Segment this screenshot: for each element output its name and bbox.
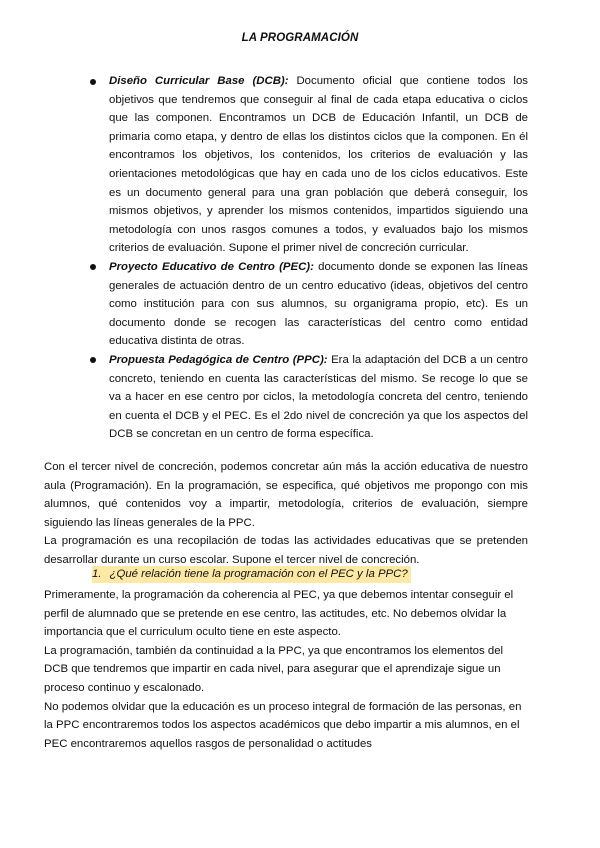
bullet-text [109,351,528,444]
bullet-description: Era la adaptación del DCB a un centro concreto, teniendo en cuenta las características del mismo. Se recoge lo que se va a hacer en ese centro por ciclos, la metodología concreta del centro, teniendo en cuenta el DCB y el PEC. Es el 2do nivel de concreción ya que los aspectos del DCB se concretan en un centro de forma específica. [109,353,528,441]
bullet-list [92,72,528,444]
answer-block [44,586,528,753]
bullet-description: Documento oficial que contiene todos los objetivos que tendremos que conseguir al final de cada etapa educativa o ciclos que las componen. Encontramos un DCB de Educación Infantil, un DCB de primaria como etapa, y dentro de ellas los distintos ciclos que la componen. En él encontramos los objetivos, los contenidos, los criterios de evaluación y las orientaciones metodológicas que hay en cada uno de los ciclos educativos. Este es un documento general para una gran población que deberá conseguir, los mismos objetivos, y aprender los mismos contenidos, impartidos siguiendo una metodología con unos rasgos comunes a todos, y evaluados bajo los mismos criterios de evaluación. Supone el primer nivel de concreción curricular. [109,75,528,255]
bullet-description: documento donde se exponen las líneas generales de actuación dentro de un centro educativo (ideas, objetivos del centro como institución para con sus alumnos, su organigrama propio, etc). Es un documento donde se recogen las características del centro como entidad educativa distinta de otras. [109,260,528,348]
bullet-dot-icon [90,264,96,270]
question-number: 1. [92,568,102,580]
bullet-dot-icon [90,79,96,85]
paragraph: La programación es una recopilación de todas las actividades educativas que se pretenden desarrollar durante un curso escolar. Supone el tercer nivel de concreción. [44,535,528,566]
bullet-term: Proyecto Educativo de Centro (PEC): [109,260,314,273]
highlighted-question [92,566,411,583]
bullet-text [109,258,528,351]
bullet-item-ppc [92,351,528,444]
bullet-item-dcb [92,72,528,258]
paragraphs-after-bullets [44,458,528,570]
bullet-term: Propuesta Pedagógica de Centro (PPC): [109,353,328,366]
bullet-dot-icon [90,357,96,363]
bullet-text [109,72,528,258]
paragraph: No podemos olvidar que la educación es un proceso integral de formación de las personas, en la PPC encontraremos todos los aspectos académicos que debo impartir a mis alumnos, en el PEC encontraremos aquellos rasgos de personalidad o actitudes [44,700,522,750]
page-title: LA PROGRAMACIÓN [241,32,359,44]
bullet-term: Diseño Curricular Base (DCB): [109,75,289,87]
question-text: ¿Qué relación tiene la programación con el PEC y la PPC? [109,568,408,580]
paragraph: Primeramente, la programación da coherencia al PEC, ya que debemos intentar conseguir el perfil de alumnado que se pretende en ese centro, las actitudes, etc. No debemos olvidar la importancia que el curriculum oculto tiene en este aspecto. [44,589,514,639]
bullet-item-pec [92,258,528,351]
paragraph: La programación, también da continuidad a la PPC, ya que encontramos los elementos del DCB que tendremos que impartir en cada nivel, para asegurar que el aprendizaje sigue un proceso continuo y escalonado. [44,644,504,694]
paragraph: Con el tercer nivel de concreción, podemos concretar aún más la acción educativa de nuestro aula (Programación). En la programación, se especifica, qué objetivos me propongo con mis alumnos, qué contenidos voy a impartir, metodología, criterios de evaluación, siempre siguiendo las líneas generales de la PPC. [44,461,528,529]
